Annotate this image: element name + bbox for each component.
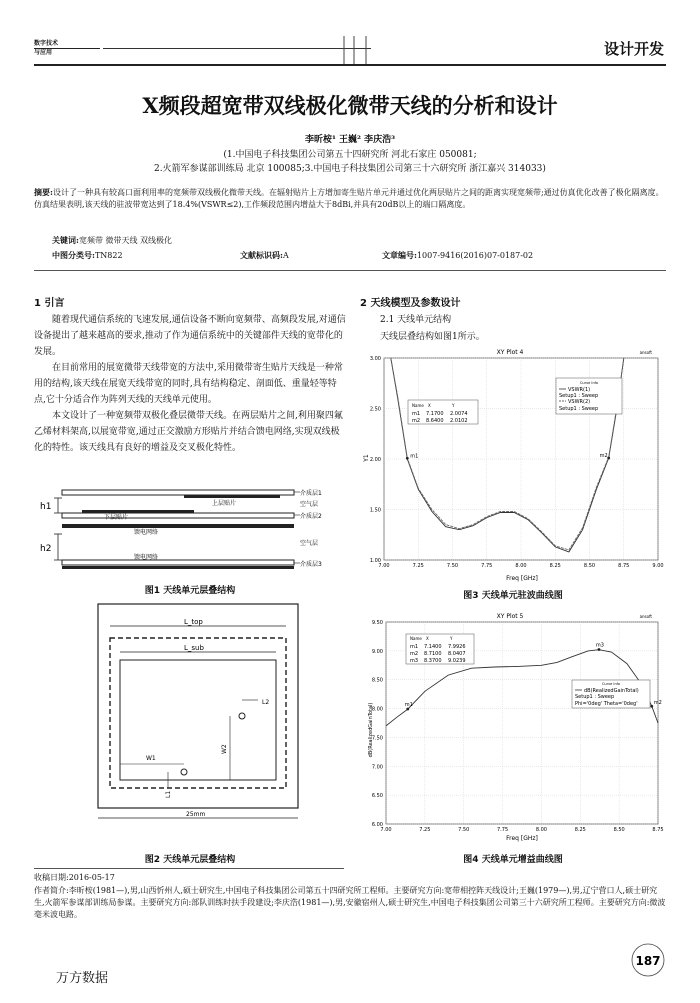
y-tick-label: 6.50	[371, 793, 383, 800]
doc-code	[240, 250, 289, 261]
y-tick-label: 7.50	[371, 735, 383, 742]
clc-label: 中图分类号:	[52, 250, 95, 260]
header-decoration	[340, 36, 370, 64]
label-air-layer-2: 空气层	[300, 540, 319, 547]
journal-name-line1: 数字技术	[34, 40, 100, 49]
article-id	[382, 250, 533, 261]
figure-3-caption: 图3 天线单元驻波曲线图	[463, 591, 563, 601]
doc-value: A	[282, 251, 289, 260]
fig3-marker-m2-name: m2	[412, 418, 421, 424]
figure-2-caption: 图2 天线单元层叠结构	[144, 855, 236, 865]
paragraph: 在目前常用的展宽微带天线带宽的方法中,采用微带寄生贴片天线是一种常用的结构,该天线在展宽天线带宽的同时,具有结构稳定、剖面低、重量轻等特点,它十分适合作为阵列天线的天线单元使用。	[34, 363, 343, 405]
page-number-badge	[628, 940, 668, 980]
fig3-legend-item: Setup1 : Sweep	[559, 393, 599, 399]
x-tick-label: 7.00	[378, 563, 390, 569]
fig3-legend-item: VSWR(1)	[568, 387, 591, 393]
label-dielectric-1: 介质层1	[300, 490, 322, 497]
fig3-legend-item: Setup1 : Sweep	[559, 406, 599, 412]
marker-label: m3	[595, 642, 604, 649]
x-tick-label: 8.75	[652, 827, 664, 833]
paragraph: 本文设计了一种宽频带双极化叠层微带天线。在两层贴片之间,利用聚四氟乙烯材料架高,以展宽带宽,通过正交激励方形贴片并结合馈电网络,实现双线极化的特性。该天线具有良好的增益及交叉极化特性。	[34, 411, 343, 453]
fig4-legend-item: dB(RealizedGainTotal)	[584, 688, 639, 694]
section-2-heading: 2 天线模型及参数设计	[360, 298, 461, 309]
figure-4-caption: 图4 天线单元增益曲线图	[463, 855, 563, 865]
fig3-legend-title: Curve Info	[579, 381, 599, 385]
author-bio: 作者简介:李昕桉(1981—),男,山西忻州人,硕士研究生,中国电子科技集团公司第五十四研究所工程师。主要研究方向:宽带相控阵天线设计;王巍(1979—),男,辽宁营口人,硕士研究生,火箭军参谋部训练局参谋。主要研究方向:部队训练时扶手段建设;李庆浩(1981—),男,安徽宿州人,硕士研究生,中国电子科技集团公司第三十六研究所工程师。主要研究方向:微波毫米波电路。	[34, 886, 666, 919]
y-tick-label: 1.00	[369, 558, 381, 564]
header-divider	[103, 48, 371, 49]
label-l2: L2	[262, 699, 270, 706]
label-size: 25mm	[186, 811, 206, 818]
dielectric-layer-1	[62, 490, 294, 495]
y-tick-label: 6.00	[371, 822, 383, 828]
label-air-layer-1: 空气层	[300, 501, 319, 508]
fig4-marker-m1-y: 7.9926	[448, 644, 466, 650]
fig4-marker-m3-y: 9.0239	[448, 658, 466, 664]
upper-patch	[184, 495, 280, 498]
abstract-text: 设计了一种具有较高口面利用率的宽频带双线极化微带天线。在辐射贴片上方增加寄生贴片单元并通过优化两层贴片之间的距离实现宽频带;通过仿真优化改善了极化隔离度。仿真结果表明,该天线的驻波带宽达到了18.4%(VSWR≤2),工作频段范围内增益大于8dBi,并具有20dB以上的端口隔离度。	[34, 188, 664, 209]
sub-patch-outline	[120, 660, 276, 780]
fig4-x-label: Freq [GHz]	[506, 835, 538, 842]
clc-number	[52, 250, 123, 261]
label-h1: h1	[40, 502, 52, 512]
figure-1-caption: 图1 天线单元层叠结构	[144, 586, 236, 596]
x-tick-label: 8.25	[549, 563, 561, 569]
fig3-x-label: Freq [GHz]	[506, 575, 538, 582]
figure-2-unit-layout	[34, 598, 346, 830]
fig3-marker-header-x: X	[428, 403, 431, 408]
label-h2: h2	[40, 544, 52, 554]
marker-label: m2	[599, 452, 608, 459]
x-tick-label: 8.75	[618, 563, 630, 569]
abstract	[34, 186, 666, 211]
x-tick-label: 7.75	[481, 563, 493, 569]
fig3-legend	[556, 378, 622, 414]
fig3-marker-table	[408, 400, 478, 424]
x-tick-label: 8.50	[583, 563, 596, 569]
fig4-marker-m2-name: m2	[410, 651, 419, 657]
y-tick-label: 2.50	[369, 406, 381, 413]
fig3-y-label: Y1	[363, 454, 370, 462]
dielectric-layer-2	[62, 513, 294, 518]
x-tick-label: 8.50	[613, 827, 625, 833]
marker-label: m1	[410, 453, 419, 460]
marker-point	[406, 708, 409, 711]
fig4-y-label: dB(RealizedGainTotal)	[368, 702, 374, 758]
fig3-marker-header-name: Name	[412, 403, 424, 408]
x-tick-label: 7.50	[446, 563, 459, 569]
fig4-legend-title: Curve Info	[601, 682, 621, 686]
x-tick-label: 7.00	[380, 827, 392, 833]
section-label: 设计开发	[603, 40, 664, 58]
fig3-marker-m1-y: 2.0074	[450, 411, 468, 417]
fig4-corner-label: ansoft	[639, 614, 652, 619]
fig4-plot-title: XY Plot 5	[496, 613, 524, 620]
affiliation-line-1: (1.中国电子科技集团公司第五十四研究所 河北石家庄 050081;	[223, 150, 477, 160]
keywords-label: 关键词:	[52, 235, 79, 245]
section-2-text: 天线层叠结构如图1所示。	[380, 332, 485, 342]
section-1-heading: 1 引言	[34, 298, 65, 309]
x-tick-label: 7.50	[458, 827, 470, 833]
marker-label: m2	[653, 700, 662, 707]
marker-label: m1	[404, 701, 413, 708]
label-dielectric-2: 介质层2	[300, 513, 322, 520]
x-tick-label: 8.00	[515, 563, 527, 569]
authors: 李昕桉¹ 王巍² 李庆浩³	[304, 135, 396, 145]
clc-value: TN822	[94, 251, 123, 260]
artid-label: 文章编号:	[382, 250, 417, 260]
label-dielectric-3: 介质层3	[300, 561, 322, 568]
abstract-rule	[34, 270, 666, 271]
y-tick-label: 9.00	[371, 648, 383, 655]
section-1-body	[34, 312, 346, 456]
fig3-marker-m2-y: 2.0102	[450, 418, 468, 424]
y-tick-label: 3.00	[369, 356, 381, 362]
x-tick-label: 8.25	[574, 827, 586, 833]
label-l1: L1	[165, 790, 172, 798]
x-tick-label: 8.00	[535, 827, 547, 833]
label-lower-patch: 下层贴片	[104, 514, 129, 521]
figure-3-vswr-chart	[360, 346, 666, 584]
marker-point	[598, 648, 601, 651]
x-tick-label: 7.75	[497, 827, 509, 833]
fig4-marker-m1-name: m1	[410, 644, 419, 650]
y-tick-label: 8.50	[371, 677, 383, 684]
fig4-marker-m1-x: 7.1400	[424, 644, 442, 650]
fig4-marker-header-name: Name	[410, 636, 422, 641]
label-l-sub: L_sub	[184, 644, 204, 652]
label-l-top: L_top	[184, 618, 203, 626]
label-w1: W1	[146, 755, 156, 762]
received-date: 收稿日期:2016-05-17	[34, 873, 115, 882]
fig4-legend	[572, 680, 650, 708]
journal-logo	[34, 40, 100, 57]
x-tick-label: 7.25	[412, 563, 424, 569]
y-tick-label: 1.50	[369, 507, 381, 514]
fig4-marker-m2-y: 8.0407	[448, 651, 466, 657]
watermark: 万方数据	[56, 971, 109, 986]
substrate-outline	[98, 604, 298, 808]
fig3-legend-item: VSWR(2)	[568, 399, 591, 405]
figure-1-layer-stack	[34, 486, 346, 578]
y-tick-label: 8.00	[371, 706, 383, 713]
fig3-marker-header-y: Y	[452, 403, 455, 408]
y-tick-label: 2.00	[369, 457, 381, 463]
page-number: 187	[635, 954, 661, 968]
artid-value: 1007-9416(2016)07-0187-02	[416, 251, 534, 260]
fig4-marker-m3-name: m3	[410, 658, 419, 664]
fig3-marker-m1-name: m1	[412, 411, 421, 417]
marker-point	[650, 705, 653, 708]
figure-4-gain-chart	[360, 610, 666, 842]
lower-patch	[82, 510, 194, 513]
label-w2: W2	[221, 744, 228, 754]
fig3-marker-m2-x: 8.6400	[426, 418, 444, 424]
keywords	[52, 235, 172, 246]
fig3-plot-title: XY Plot 4	[496, 349, 524, 356]
feed-point-2	[239, 713, 245, 719]
fig4-marker-m3-x: 8.3700	[424, 658, 442, 664]
keywords-text: 宽频带 微带天线 双线极化	[78, 236, 173, 245]
fig3-corner-label: ansoft	[639, 350, 652, 355]
y-tick-label: 9.50	[371, 620, 383, 626]
doc-label: 文献标识码:	[240, 250, 283, 260]
label-feed-network-2: 馈电网络	[134, 554, 159, 561]
feed-network-2-layer	[62, 566, 294, 569]
affiliation-line-2: 2.火箭军参谋部训练局 北京 100085;3.中国电子科技集团公司第三十六研究所 浙江嘉兴 314033)	[154, 164, 546, 174]
label-upper-patch: 上层贴片	[212, 500, 237, 507]
x-tick-label: 9.00	[652, 563, 664, 569]
fig4-marker-header-y: Y	[450, 636, 453, 641]
marker-point	[406, 457, 409, 460]
y-tick-label: 7.00	[371, 764, 383, 771]
abstract-label: 摘要:	[34, 187, 53, 197]
paragraph: 随着现代通信系统的飞速发展,通信设备不断向宽频带、高频段发展,对通信设备提出了越来越高的要求,推动了作为通信系统中的关键部件天线的宽带化的发展。	[34, 315, 346, 357]
feed-network-1-layer	[62, 524, 294, 528]
header-rule	[34, 64, 666, 66]
fig3-marker-m1-x: 7.1700	[426, 411, 444, 417]
fig4-marker-m2-x: 8.7100	[424, 651, 442, 657]
label-feed-network-1: 馈电网络	[134, 529, 159, 536]
journal-name-line2: 与应用	[34, 49, 53, 56]
fig4-legend-item: Phi='0deg' Theta='0deg'	[575, 701, 638, 707]
x-tick-label: 7.25	[419, 827, 431, 833]
article-title: X频段超宽带双线极化微带天线的分析和设计	[142, 93, 558, 118]
fig4-legend-item: Setup1 : Sweep	[575, 694, 615, 700]
section-2-1-heading: 2.1 天线单元结构	[380, 315, 452, 325]
feed-point-1	[181, 769, 187, 775]
fig4-marker-header-x: X	[426, 636, 429, 641]
fig4-marker-table	[406, 634, 474, 664]
footnote-rule	[34, 868, 344, 869]
dielectric-layer-3	[62, 560, 294, 565]
